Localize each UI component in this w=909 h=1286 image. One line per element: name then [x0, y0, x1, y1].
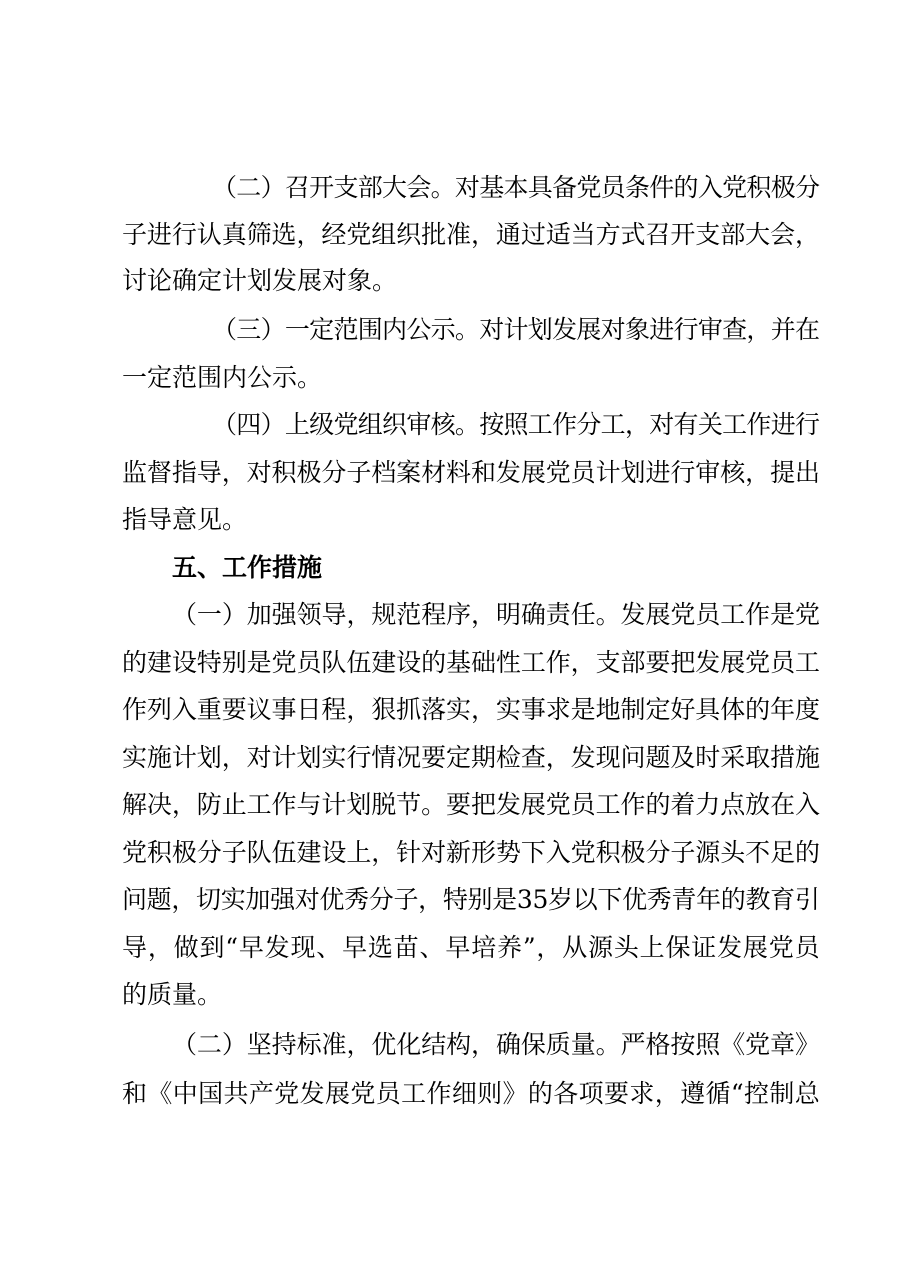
section-heading: 五、工作措施 [172, 553, 323, 582]
paragraph-line: 子进行认真筛选，经党组织批准，通过适当方式召开支部大会， [122, 220, 820, 249]
paragraph-line: 指导意见。 [122, 505, 248, 534]
paragraph-line: 党积极分子队伍建设上，针对新形势下入党积极分子源头不足的 [122, 838, 820, 867]
paragraph-line: 和《中国共产党发展党员工作细则》的各项要求，遵循“控制总 [122, 1079, 821, 1108]
paragraph-line: 的建设特别是党员队伍建设的基础性工作，支部要把发展党员工 [122, 648, 820, 677]
paragraph-line: 实施计划，对计划实行情况要定期检查，发现问题及时采取措施 [122, 743, 820, 772]
paragraph-line: （二）召开支部大会。对基本具备党员条件的入党积极分 [212, 173, 820, 202]
paragraph-line: （二）坚持标准，优化结构，确保质量。严格按照《党章》 [172, 1030, 820, 1059]
paragraph-line: 问题，切实加强对优秀分子，特别是35岁以下优秀青年的教育引 [122, 885, 820, 914]
paragraph-line: （四）上级党组织审核。按照工作分工，对有关工作进行 [212, 410, 820, 439]
paragraph-line: 讨论确定计划发展对象。 [122, 266, 398, 295]
paragraph-line: （一）加强领导，规范程序，明确责任。发展党员工作是党 [172, 600, 820, 629]
paragraph-line: 一定范围内公示。 [122, 363, 323, 392]
paragraph-line: 的质量。 [122, 980, 223, 1009]
paragraph-line: 导，做到“早发现、早选苗、早培养”，从源头上保证发展党员 [122, 933, 821, 962]
paragraph-line: 解决，防止工作与计划脱节。要把发展党员工作的着力点放在入 [122, 790, 820, 819]
paragraph-line: 作列入重要议事日程，狠抓落实，实事求是地制定好具体的年度 [122, 695, 820, 724]
paragraph-line: （三）一定范围内公示。对计划发展对象进行审查，并在 [212, 315, 820, 344]
paragraph-line: 监督指导，对积极分子档案材料和发展党员计划进行审核，提出 [122, 458, 820, 487]
